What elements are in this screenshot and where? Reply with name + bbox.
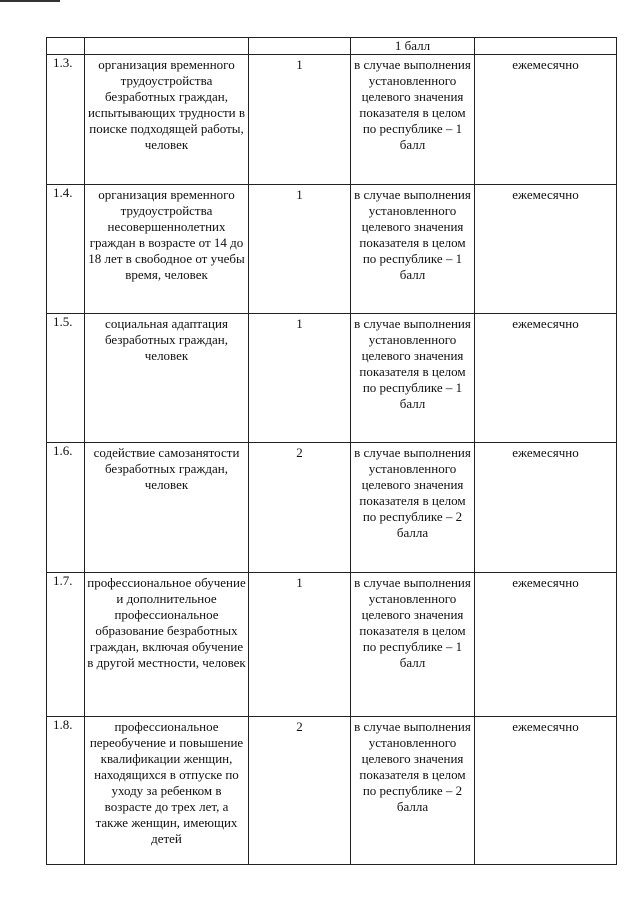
indicators-table <box>46 37 617 865</box>
cell-condition: в случае выполнения установленного целевого значения показателя в целом по республике – 2 балла <box>351 717 475 865</box>
top-rule <box>0 0 60 2</box>
table-row <box>47 443 617 573</box>
cell-period: ежемесячно <box>475 314 617 443</box>
cell-period <box>475 38 617 55</box>
cell-condition: 1 балл <box>351 38 475 55</box>
cell-name: содействие самозанятости безработных граждан, человек <box>85 443 249 573</box>
cell-period: ежемесячно <box>475 573 617 717</box>
cell-condition: в случае выполнения установленного целевого значения показателя в целом по республике – 2 балла <box>351 443 475 573</box>
cell-num: 1.6. <box>47 443 85 573</box>
cell-name: организация временного трудоустройства безработных граждан, испытывающих трудности в поиске подходящей работы, человек <box>85 55 249 185</box>
cell-period: ежемесячно <box>475 717 617 865</box>
cell-name: социальная адаптация безработных граждан, человек <box>85 314 249 443</box>
cell-value: 1 <box>249 573 351 717</box>
cell-condition: в случае выполнения установленного целевого значения показателя в целом по республике – 1 балл <box>351 55 475 185</box>
cell-value: 1 <box>249 314 351 443</box>
cell-num: 1.4. <box>47 185 85 314</box>
cell-period: ежемесячно <box>475 185 617 314</box>
table-row <box>47 185 617 314</box>
cell-value: 1 <box>249 185 351 314</box>
cell-name: профессиональное обучение и дополнительное профессиональное образование безработных граждан, включая обучение в другой местности, человек <box>85 573 249 717</box>
cell-value <box>249 38 351 55</box>
cell-value: 2 <box>249 443 351 573</box>
cell-condition: в случае выполнения установленного целевого значения показателя в целом по республике – 1 балл <box>351 573 475 717</box>
cell-num <box>47 38 85 55</box>
cell-name: организация временного трудоустройства несовершеннолетних граждан в возрасте от 14 до 18 лет в свободное от учебы время, человек <box>85 185 249 314</box>
cell-value: 2 <box>249 717 351 865</box>
table-row <box>47 55 617 185</box>
cell-period: ежемесячно <box>475 55 617 185</box>
cell-num: 1.7. <box>47 573 85 717</box>
cell-name: профессиональное переобучение и повышение квалификации женщин, находящихся в отпуске по уходу за ребенком в возрасте до трех лет, а также женщин, имеющих детей <box>85 717 249 865</box>
cell-condition: в случае выполнения установленного целевого значения показателя в целом по республике – 1 балл <box>351 314 475 443</box>
cell-num: 1.8. <box>47 717 85 865</box>
cell-period: ежемесячно <box>475 443 617 573</box>
cell-condition: в случае выполнения установленного целевого значения показателя в целом по республике – 1 балл <box>351 185 475 314</box>
table-row <box>47 573 617 717</box>
table-row <box>47 38 617 55</box>
cell-num: 1.3. <box>47 55 85 185</box>
cell-name <box>85 38 249 55</box>
table-row <box>47 314 617 443</box>
table-row <box>47 717 617 865</box>
cell-num: 1.5. <box>47 314 85 443</box>
cell-value: 1 <box>249 55 351 185</box>
